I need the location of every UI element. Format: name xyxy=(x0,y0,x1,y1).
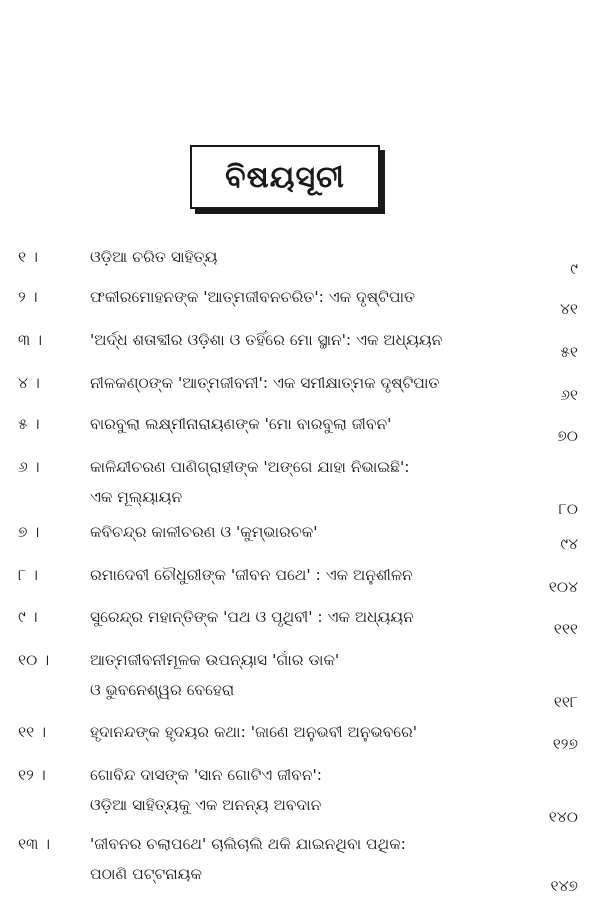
toc-entry-number: ୧୩ । xyxy=(18,835,51,853)
toc-entry-title: ବାରବୁଲା ଲକ୍ଷ୍ମୀନାରାୟଣଙ୍କ 'ମୋ ବାରବୁଲା ଜୀବନ' xyxy=(90,415,392,433)
toc-entry-title: ରମାଦେବୀ ଚୌଧୁରୀଙ୍କ 'ଜୀବନ ପଥେ' : ଏକ ଅନୁଶୀଳନ xyxy=(90,566,413,584)
toc-entry-title: ପଠାଣି ପଟ୍ଟନାୟକ xyxy=(90,865,202,883)
toc-entry-page: ୧୪୭ xyxy=(550,877,578,895)
toc-entry-title: ଓଡ଼ିଆ ସାହିତ୍ୟକୁ ଏକ ଅନନ୍ୟ ଅବଦାନ xyxy=(90,796,322,814)
toc-entry-number: ୧ । xyxy=(18,248,38,266)
toc-entry-title: ଓଡ଼ିଆ ଚରିତ ସାହିତ୍ୟ xyxy=(90,248,218,266)
toc-entry-page: ୯୪ xyxy=(560,535,578,553)
toc-entry-page: ୭୦ xyxy=(557,427,578,445)
toc-entry-title: 'ଅର୍ଦ୍ଧ ଶତାବ୍ଦୀର ଓଡ଼ିଶା ଓ ତହିଁରେ ମୋ ସ୍ଥାନ': ଏକ ଅଧ୍ୟୟନ xyxy=(90,331,443,349)
toc-entry-number: ୪ । xyxy=(18,374,40,392)
toc-entry-title: ଓ ଭୁବନେଶ୍ୱର ବେହେରା xyxy=(90,681,235,699)
toc-entry-page: ୧୦୪ xyxy=(548,578,578,596)
toc-entry-number: ୬ । xyxy=(18,458,40,476)
toc-entry-number: ୭ । xyxy=(18,523,40,541)
toc-entry-number: ୩ । xyxy=(18,331,43,349)
toc-entry-page: ୪୧ xyxy=(559,300,578,318)
toc-entry-number: ୮ । xyxy=(18,566,38,584)
toc-entry-title: 'ଜୀବନର ଚଲାପଥେ' ଚାଲିଚାଲି ଥକି ଯାଇନଥିବା ପଥିକ: xyxy=(90,835,406,853)
toc-entry-title: ଆତ୍ମଜୀବନୀମୂଳକ ଉପନ୍ୟାସ 'ଗାଁର ଡାକ' xyxy=(90,651,340,669)
toc-entry-number: ୨ । xyxy=(18,288,38,306)
toc-entry-number: ୫ । xyxy=(18,415,40,433)
toc-entry-title: ଏକ ମୂଲ୍ୟାୟନ xyxy=(90,488,183,506)
toc-entry-number: ୧୨ । xyxy=(18,766,46,784)
toc-entry-page: ୧୧୧ xyxy=(553,620,578,638)
toc-entry-page: ୮୦ xyxy=(558,500,578,518)
toc-entry-title: ଗୋବିନ୍ଦ ଦାସଙ୍କ 'ସାନ ଗୋଟିଏ ଜୀବନ': xyxy=(90,766,323,784)
toc-entry-title: ହୃଦାନନ୍ଦଙ୍କ ହୃଦୟର କଥା: 'ଜାଣେ ଅନୁଭବୀ ଅନୁଭବରେ' xyxy=(90,723,418,741)
toc-entry-title: କବିଚନ୍ଦ୍ର କାଳୀଚରଣ ଓ 'କୁମ୍ଭାରଚକ' xyxy=(90,523,318,541)
toc-entry-number: ୧୦ । xyxy=(18,651,50,669)
toc-entry-page: ୯ xyxy=(570,260,578,278)
toc-entry-number: ୧୧ । xyxy=(18,723,47,741)
toc-entry-page: ୫୧ xyxy=(560,343,578,361)
toc-entry-page: ୧୪୦ xyxy=(548,808,578,826)
toc-entry-title: ଫକୀରମୋହନଙ୍କ 'ଆତ୍ମଜୀବନଚରିତ': ଏକ ଦୃଷ୍ଟିପାତ xyxy=(90,288,416,306)
toc-entry-title: ନୀଳକଣ୍ଠଙ୍କ 'ଆତ୍ମଜୀବନୀ': ଏକ ସମୀକ୍ଷାତ୍ମକ ଦୃଷ୍ଟିପାତ xyxy=(90,374,440,392)
toc-entry-page: ୧୧୮ xyxy=(553,693,578,711)
toc-entry-page: ୧୨୭ xyxy=(552,735,578,753)
toc-entry-page: ୬୧ xyxy=(560,386,578,404)
toc-entry-title: କାଳିନ୍ଦୀଚରଣ ପାଣିଗ୍ରାହୀଙ୍କ 'ଅଙ୍ଗେ ଯାହା ନିଭାଇଛି': xyxy=(90,458,410,476)
page-title-text: ବିଷୟସୂଚୀ xyxy=(225,159,345,195)
toc-entry-title: ସୁରେନ୍ଦ୍ର ମହାନ୍ତିଙ୍କ 'ପଥ ଓ ପୃଥିବୀ' : ଏକ ଅଧ୍ୟୟନ xyxy=(90,608,414,626)
toc-entry-number: ୯ । xyxy=(18,608,38,626)
